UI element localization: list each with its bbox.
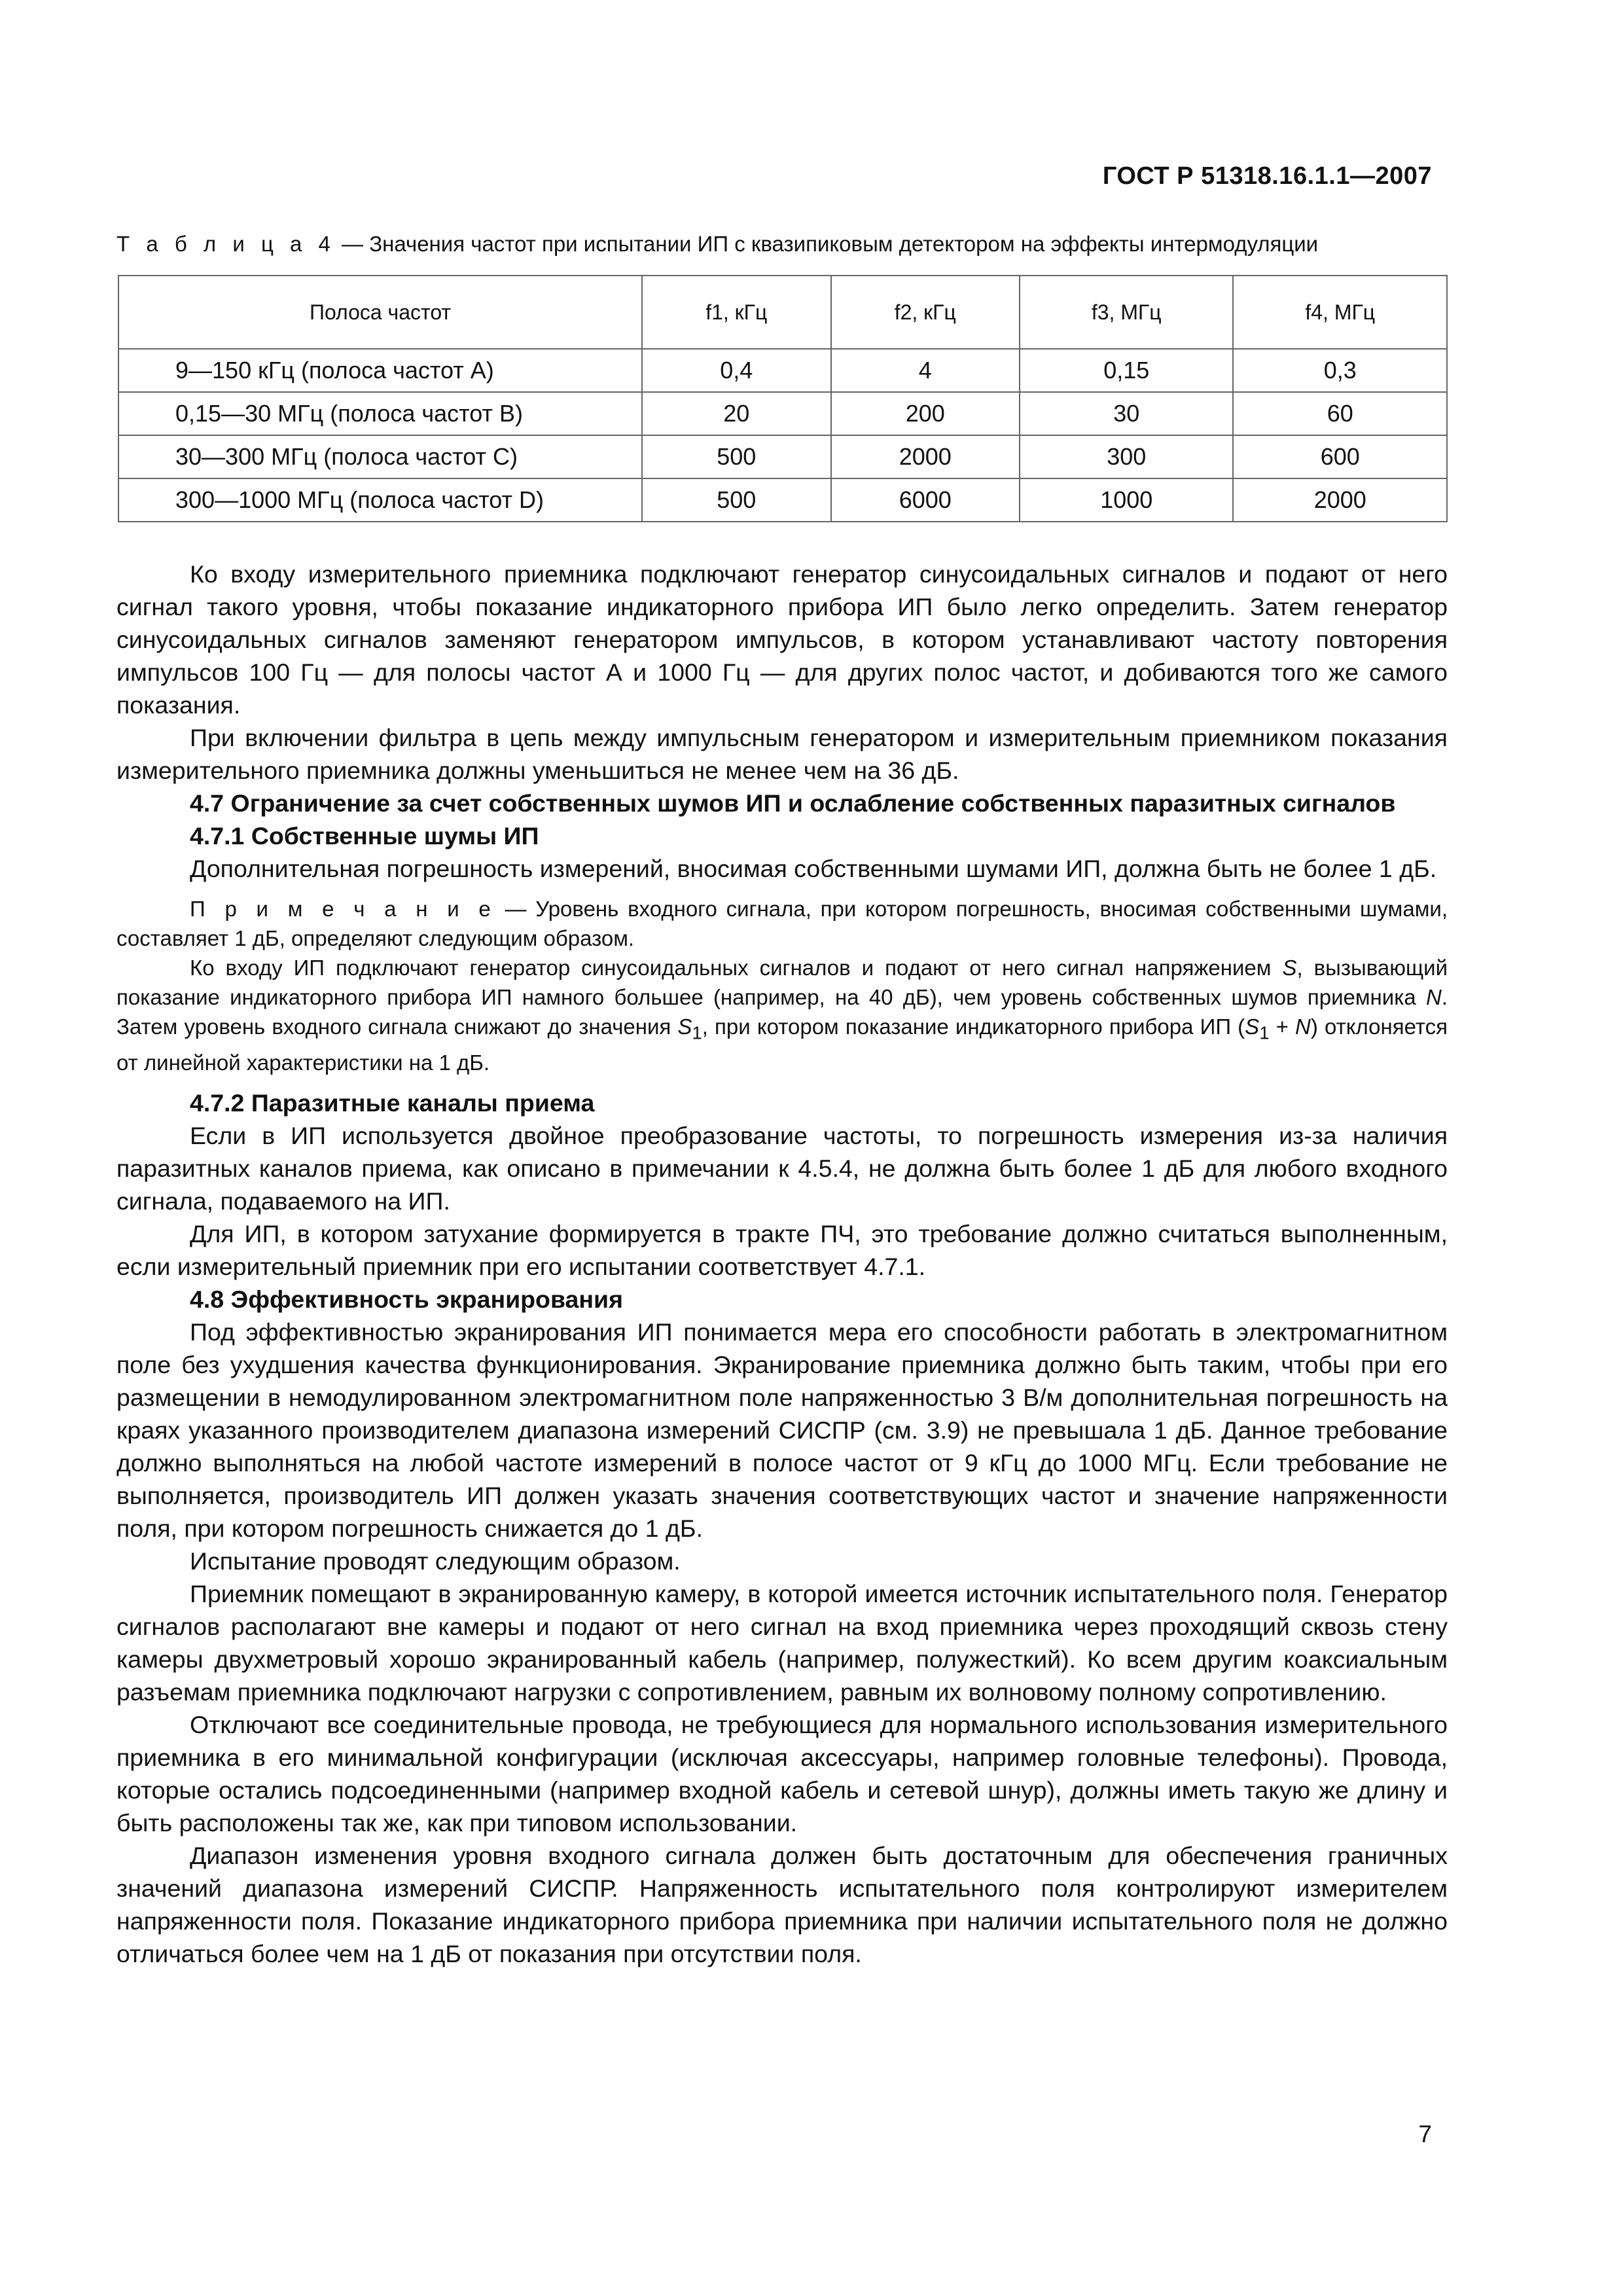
table-cell: 500: [642, 478, 831, 522]
note-label: П р и м е ч а н и е: [190, 897, 496, 921]
table-header-f3: f3, МГц: [1020, 276, 1233, 349]
table-cell: 300—1000 МГц (полоса частот D): [118, 478, 642, 522]
paragraph: Если в ИП используется двойное преобразование частоты, то погрешность измерения из-за наличия паразитных каналов приема, как описано в примечании к 4.5.4, не должна быть более 1 дБ для любого входного сигнала, подаваемого на ИП.: [116, 1121, 1448, 1215]
section-heading-4-7-2: 4.7.2 Паразитные каналы приема: [190, 1088, 595, 1117]
table-header-band: Полоса частот: [118, 276, 642, 349]
table-header-f1: f1, кГц: [642, 276, 831, 349]
table-header-f4: f4, МГц: [1233, 276, 1447, 349]
table-row: [118, 435, 1447, 478]
note-text: Ко входу ИП подключают генератор синусоидальных сигналов и подают от него сигнал напряжением: [190, 956, 1283, 980]
table-row: [118, 392, 1447, 435]
paragraph: Диапазон изменения уровня входного сигнала должен быть достаточным для обеспечения граничных значений диапазона измерений СИСПР. Напряженность испытательного поля контролируют измерителем напряженности поля. Показание индикаторного прибора приемника при наличии испытательного поля не должно отличаться более чем на 1 дБ от показания при отсутствии поля.: [116, 1841, 1448, 1967]
table-cell: 0,4: [642, 349, 831, 392]
table-row: [118, 349, 1447, 392]
table-header-f2: f2, кГц: [831, 276, 1020, 349]
table-cell: 600: [1233, 435, 1447, 478]
page-number: 7: [1418, 2121, 1432, 2147]
subscript: 1: [692, 1022, 702, 1043]
symbol-s1: S: [1245, 1014, 1260, 1039]
table-cell: 4: [831, 349, 1020, 392]
table-caption-text: — Значения частот при испытании ИП с квазипиковым детектором на эффекты интермодуляции: [335, 232, 1319, 256]
section-heading-4-7: 4.7 Ограничение за счет собственных шумов ИП и ослабление собственных паразитных сигналов: [190, 789, 1396, 817]
paragraph: Для ИП, в котором затухание формируется в тракте ПЧ, это требование должно считаться выполненным, если измерительный приемник при его испытании соответствует 4.7.1.: [116, 1219, 1448, 1280]
note-text: ) отклоняется от линейной характеристики на 1 дБ.: [116, 1014, 1448, 1075]
paragraph: Под эффективностью экранирования ИП понимается мера его способности работать в электромагнитном поле без ухудшения качества функционирования. Экранирование приемника должно быть таким, чтобы при его размещении в немодулированном электромагнитном поле напряженностью 3 В/м дополнительная погрешность на краях указанного производителем диапазона измерений СИСПР (см. 3.9) не превышала 1 дБ. Данное требование должно выполняться на любой частоте измерений в полосе частот от 9 кГц до 1000 МГц. Если требование не выполняется, производитель ИП должен указать значения соответствующих частот и значение напряженности поля, при котором погрешность снижается до 1 дБ.: [116, 1318, 1448, 1542]
table-row: [118, 478, 1447, 522]
note-text: . Затем уровень входного сигнала снижают до значения: [116, 985, 1448, 1039]
table-cell: 2000: [831, 435, 1020, 478]
paragraph: Отключают все соединительные провода, не требующиеся для нормального использования измерительного приемника в его минимальной конфигурации (исключая аксессуары, например головные телефоны). Провода, которые остались подсоединенными (например входной кабель и сетевой шнур), должны иметь такую же длину и быть расположены так же, как при типовом использовании.: [116, 1710, 1448, 1837]
table-cell: 500: [642, 435, 831, 478]
table-cell: 300: [1020, 435, 1233, 478]
table-cell: 20: [642, 392, 831, 435]
subscript: 1: [1259, 1022, 1270, 1043]
table-caption: [116, 232, 1445, 257]
paragraph: Ко входу измерительного приемника подключают генератор синусоидальных сигналов и подают от него сигнал такого уровня, чтобы показание индикаторного прибора ИП было легко определить. Затем генератор синусоидальных сигналов заменяют генератором импульсов, в котором устанавливают частоту повторения импульсов 100 Гц — для полосы частот А и 1000 Гц — для других полос частот, и добиваются того же самого показания.: [116, 560, 1448, 719]
symbol-s1: S: [677, 1014, 692, 1039]
table-caption-label: Т а б л и ц а 4: [116, 232, 336, 256]
table-cell: 0,3: [1233, 349, 1447, 392]
symbol-n: N: [1295, 1014, 1311, 1039]
table-cell: 60: [1233, 392, 1447, 435]
paragraph: Испытание проводят следующим образом.: [190, 1547, 681, 1575]
table-cell: 200: [831, 392, 1020, 435]
note-text: , вызывающий показание индикаторного прибора ИП намного большее (например, на 40 дБ), чем уровень собственных шумов приемника: [116, 956, 1448, 1009]
body-text: [116, 558, 1448, 1970]
table-cell: 0,15—30 МГц (полоса частот В): [118, 392, 642, 435]
note: [116, 894, 1448, 953]
frequency-table: [118, 275, 1448, 522]
table-cell: 9—150 кГц (полоса частот А): [118, 349, 642, 392]
table-cell: 1000: [1020, 478, 1233, 522]
note-text: +: [1269, 1014, 1296, 1039]
note-text: — Уровень входного сигнала, при котором погрешность, вносимая собственными шумами, составляет 1 дБ, определяют следующим образом.: [116, 897, 1448, 950]
note-paragraph: [116, 953, 1448, 1077]
note-text: , при котором показание индикаторного прибора ИП (: [702, 1014, 1245, 1039]
symbol-n: N: [1425, 985, 1442, 1009]
standard-designation: ГОСТ Р 51318.16.1.1—2007: [1102, 162, 1432, 190]
table-cell: 30—300 МГц (полоса частот С): [118, 435, 642, 478]
paragraph: Дополнительная погрешность измерений, вносимая собственными шумами ИП, должна быть не более 1 дБ.: [190, 855, 1437, 882]
paragraph: Приемник помещают в экранированную камеру, в которой имеется источник испытательного поля. Генератор сигналов располагают вне камеры и подают от него сигнал на вход приемника через проходящий сквозь стену камеры двухметровый хорошо экранированный кабель (например, полужесткий). Ко всем другим коаксиальным разъемам приемника подключают нагрузки с сопротивлением, равным их волновому полному сопротивлению.: [116, 1579, 1448, 1706]
section-heading-4-7-1: 4.7.1 Собственные шумы ИП: [190, 822, 539, 850]
table-cell: 6000: [831, 478, 1020, 522]
table-cell: 2000: [1233, 478, 1447, 522]
symbol-s: S: [1282, 956, 1297, 980]
paragraph: При включении фильтра в цепь между импульсным генератором и измерительным приемником показания измерительного приемника должны уменьшиться не менее чем на 36 дБ.: [116, 724, 1448, 784]
table-cell: 0,15: [1020, 349, 1233, 392]
section-heading-4-8: 4.8 Эффективность экранирования: [190, 1285, 623, 1313]
table-header-row: [118, 276, 1447, 349]
table-cell: 30: [1020, 392, 1233, 435]
